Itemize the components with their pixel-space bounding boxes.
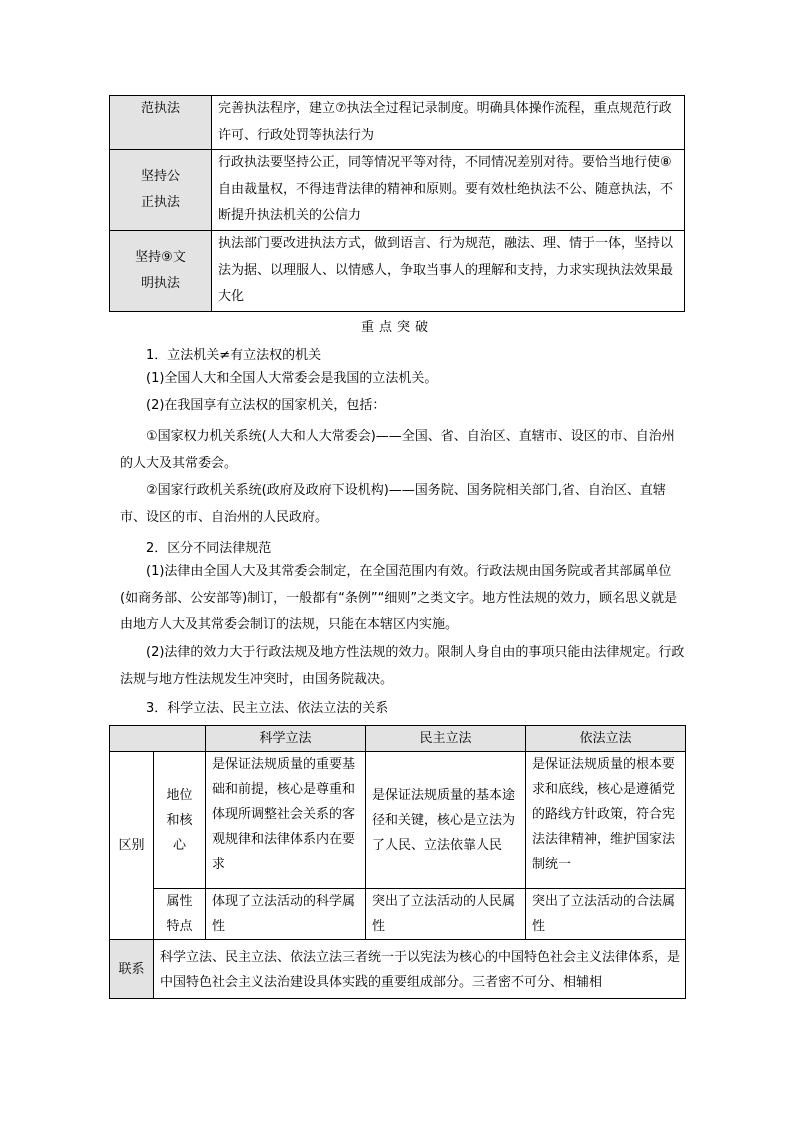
row-label-line: 坚持公 bbox=[140, 169, 180, 184]
table-cell: 是保证法规质量的根本要求和底线，核心是遵循党的路线方针政策，符合宪法法律精神，维护国家法制统一 bbox=[526, 752, 686, 889]
paragraph bbox=[120, 478, 686, 531]
paragraph-text: (1)全国人大和全国人大常委会是我国的立法机关。 bbox=[146, 371, 438, 386]
paragraph-text: (2)法律的效力大于行政法规及地方性法规的效力。限制人身自由的事项只能由法律规定。行政法规与地方性法规发生冲突时，由国务院裁决。 bbox=[120, 645, 685, 687]
row-label-line: 范执法 bbox=[140, 101, 180, 116]
paragraph-text: (2)在我国享有立法权的国家机关，包括： bbox=[146, 397, 386, 413]
table-row bbox=[110, 752, 686, 889]
header-cell bbox=[110, 726, 206, 752]
heading-2: 2．区分不同法律规范 bbox=[146, 541, 272, 556]
paragraph bbox=[120, 640, 686, 693]
table-row bbox=[110, 96, 685, 150]
row-text: 完善执法程序，建立⑦执法全过程记录制度。明确具体操作流程，重点规范行政许可、行政处罚等执法行为 bbox=[212, 96, 685, 150]
header-cell: 依法立法 bbox=[526, 726, 686, 752]
row-label bbox=[110, 231, 212, 312]
table-cell: 突出了立法活动的人民属性 bbox=[366, 889, 526, 940]
table-row bbox=[110, 150, 685, 231]
header-cell: 科学立法 bbox=[206, 726, 366, 752]
row-label-line: 正执法 bbox=[140, 195, 180, 210]
table-header-row bbox=[110, 726, 686, 752]
row-label: 属性特点 bbox=[154, 889, 206, 940]
paragraph-text: ①国家权力机关系统(人大和人大常委会)——全国、省、自治区、直辖市、设区的市、自治州的人大及其常委会。 bbox=[120, 429, 675, 471]
table-row bbox=[110, 231, 685, 312]
heading-1: 1．立法机关≠有立法权的机关 bbox=[146, 348, 322, 363]
link-text: 科学立法、民主立法、依法立法三者统一于以宪法为核心的中国特色社会主义法律体系，是中国特色社会主义法治建设具体实践的重要组成部分。三者密不可分、相辅相 bbox=[154, 940, 686, 999]
table-row bbox=[110, 889, 686, 940]
link-label: 联系 bbox=[110, 940, 154, 999]
table-row bbox=[110, 940, 686, 999]
paragraph-text: ②国家行政机关系统(政府及政府下设机构)——国务院、国务院相关部门,省、自治区、直辖市、设区的市、自治州的人民政府。 bbox=[120, 483, 666, 525]
section-title: 重点突破 bbox=[360, 320, 433, 335]
row-text: 执法部门要改进执法方式，做到语言、行为规范，融法、理、情于一体，坚持以法为据、以理服人、以情感人，争取当事人的理解和支持，力求实现执法效果最大化 bbox=[212, 231, 685, 312]
paragraph bbox=[120, 559, 686, 639]
execution-principles-table bbox=[109, 95, 685, 312]
row-text: 行政执法要坚持公正，同等情况平等对待，不同情况差别对待。要恰当地行使⑧自由裁量权，不得违背法律的精神和原则。要有效杜绝执法不公、随意执法，不断提升执法机关的公信力 bbox=[212, 150, 685, 231]
heading-3: 3．科学立法、民主立法、依法立法的关系 bbox=[146, 701, 389, 716]
paragraph bbox=[120, 366, 686, 419]
table-cell: 体现了立法活动的科学属性 bbox=[206, 889, 366, 940]
row-label bbox=[110, 150, 212, 231]
header-cell: 民主立法 bbox=[366, 726, 526, 752]
group-label: 区别 bbox=[110, 752, 154, 940]
legislation-comparison-table bbox=[109, 725, 686, 999]
row-label: 地位和核心 bbox=[154, 752, 206, 889]
paragraph-text: (1)法律由全国人大及其常委会制定，在全国范围内有效。行政法规由国务院或者其部属单位(如商务部、公安部等)制订，一般都有“条例”“细则”之类文字。地方性法规的效力，顾名思义就是由地方人大及其常委会制订的法规，只能在本辖区内实施。 bbox=[120, 564, 678, 632]
row-label-line: 坚持⑨文 bbox=[135, 250, 186, 265]
table-cell: 突出了立法活动的合法属性 bbox=[526, 889, 686, 940]
paragraph bbox=[120, 424, 686, 477]
row-label-line: 明执法 bbox=[140, 276, 180, 291]
row-label bbox=[110, 96, 212, 150]
table-cell: 是保证法规质量的基本途径和关键，核心是立法为了人民、立法依靠人民 bbox=[366, 752, 526, 889]
table-cell: 是保证法规质量的重要基础和前提，核心是尊重和体现所调整社会关系的客观规律和法律体系内在要求 bbox=[206, 752, 366, 889]
